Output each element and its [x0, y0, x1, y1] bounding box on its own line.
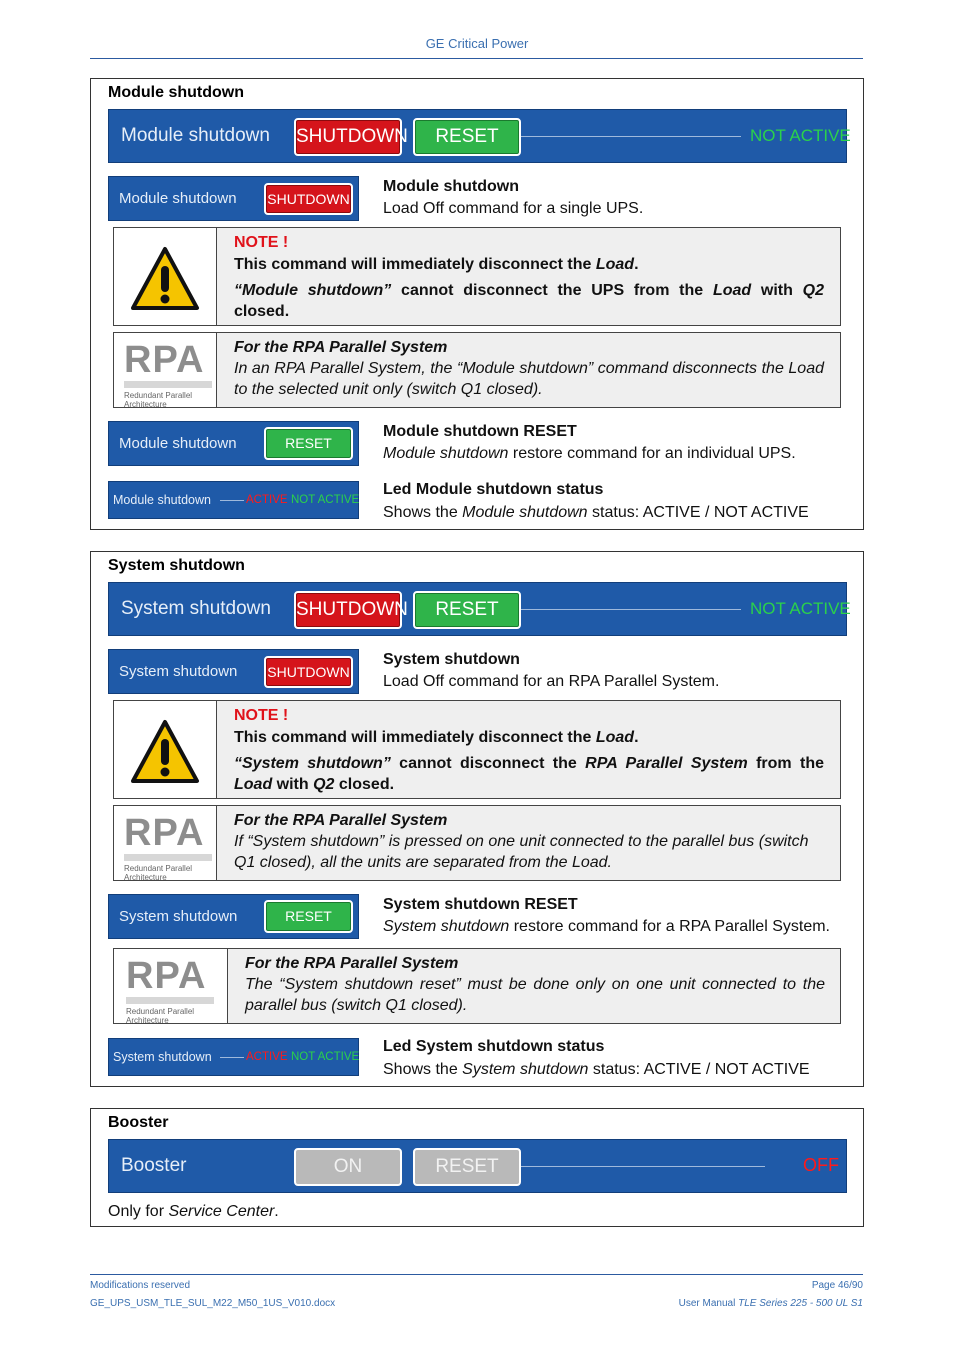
note-heading: NOTE !: [234, 234, 289, 251]
note-text-part: Q2: [313, 776, 335, 793]
panel-label: Booster: [121, 1155, 187, 1176]
note-text-part: Load: [595, 729, 635, 746]
note-heading: NOTE !: [234, 707, 289, 724]
reset-button[interactable]: RESET: [413, 118, 521, 156]
warning-icon-cell: [114, 701, 217, 798]
system-shutdown-led-panel: [108, 1038, 359, 1076]
warning-icon: [130, 246, 200, 312]
status-active-led: ACTIVE: [246, 494, 288, 506]
rpa-logo-subtitle: Redundant Parallel Architecture: [124, 864, 193, 882]
shutdown-button[interactable]: SHUTDOWN: [264, 656, 353, 688]
rpa-logo-bar: [126, 997, 214, 1004]
status-indicator: NOT ACTIVE: [750, 126, 851, 145]
rpa-text: The “System shutdown reset” must be done only on one unit connected to the parallel bus (switch Q1 closed).: [245, 976, 825, 1014]
booster-note-part: .: [274, 1203, 279, 1220]
system-reset-description: [383, 894, 858, 938]
reset-button[interactable]: RESET: [413, 1148, 521, 1186]
module-shutdown-section: [90, 78, 864, 530]
system-shutdown-description: [383, 649, 853, 693]
note-text-part: Load: [234, 776, 273, 793]
warning-icon-cell: [114, 228, 217, 325]
rpa-info-text: [234, 810, 824, 873]
note-text-part: cannot disconnect the UPS from the: [391, 282, 713, 299]
status-connector-line: [521, 609, 741, 610]
footer-left-line-2: GE_UPS_USM_TLE_SUL_M22_M50_1US_V010.docx: [90, 1298, 336, 1309]
rpa-logo-text: RPA: [124, 812, 205, 854]
item-description: Load Off command for an RPA Parallel System.: [383, 673, 720, 690]
booster-section: [90, 1108, 864, 1227]
panel-label: Module shutdown: [121, 125, 270, 146]
item-title: Module shutdown RESET: [383, 423, 577, 440]
rpa-info-box: [113, 332, 841, 408]
reset-button[interactable]: RESET: [264, 427, 353, 460]
module-reset-description: [383, 421, 853, 465]
status-connector-line: [220, 500, 244, 501]
header-title: Critical Power: [448, 36, 529, 51]
page-header: [0, 36, 954, 51]
note-text-part: cannot disconnect the: [390, 755, 586, 772]
module-shutdown-panel: [108, 109, 851, 163]
item-description: Shows the System shutdown status: ACTIVE / NOT ACTIVE: [383, 1061, 810, 1078]
panel-label: System shutdown: [121, 598, 271, 619]
rpa-info-text: [234, 337, 824, 400]
note-line-2: [234, 280, 824, 322]
rpa-heading: For the RPA Parallel System: [234, 812, 448, 829]
rpa-logo-text: RPA: [124, 339, 205, 381]
system-shutdown-reset-panel: [108, 894, 359, 939]
rpa-heading: For the RPA Parallel System: [234, 339, 448, 356]
item-title: Led System shutdown status: [383, 1038, 605, 1055]
system-shutdown-small-panel: [108, 649, 359, 694]
section-title: System shutdown: [108, 557, 245, 574]
booster-note-part: Service Center: [168, 1203, 275, 1220]
note-text-part: .: [634, 729, 639, 746]
note-line-1: [234, 727, 824, 748]
module-shutdown-led-panel: [108, 481, 359, 519]
note-text-part: closed.: [334, 776, 395, 793]
footer-page-number: Page 46/90: [811, 1280, 863, 1291]
note-line-2: [234, 753, 824, 795]
module-shutdown-reset-panel: [108, 421, 359, 466]
rpa-info-box: [113, 805, 841, 881]
rpa-logo-subtitle: Redundant Parallel Architecture: [124, 391, 193, 409]
warning-icon: [130, 719, 200, 785]
module-shutdown-small-panel: [108, 176, 359, 221]
note-text-part: Q2: [802, 282, 824, 299]
note-text-part: .: [634, 256, 639, 273]
on-button[interactable]: ON: [294, 1148, 402, 1186]
rpa-logo-cell: [114, 949, 228, 1023]
item-title: Module shutdown: [383, 178, 519, 195]
shutdown-button[interactable]: SHUTDOWN: [294, 591, 402, 629]
system-led-description: [383, 1036, 853, 1081]
rpa-logo: [124, 341, 216, 409]
booster-note: [108, 1201, 279, 1223]
note-text-part: “System shutdown”: [234, 755, 391, 772]
item-description: Module shutdown restore command for an individual UPS.: [383, 445, 796, 462]
warning-note-box: [113, 227, 841, 326]
note-text-part: This command will immediately disconnect the: [234, 729, 596, 746]
rpa-logo: [124, 814, 216, 882]
status-connector-line: [521, 1166, 765, 1167]
panel-label: System shutdown: [119, 663, 238, 680]
note-text-part: This command will immediately disconnect the: [234, 256, 596, 273]
status-connector-line: [521, 136, 741, 137]
item-description: Load Off command for a single UPS.: [383, 200, 644, 217]
rpa-heading: For the RPA Parallel System: [245, 955, 459, 972]
rpa-logo-subtitle: Redundant Parallel Architecture: [126, 1007, 195, 1025]
rpa-text: If “System shutdown” is pressed on one unit connected to the parallel bus (switch Q1 closed), all the units are separated from the Load.: [234, 833, 809, 871]
note-text-part: Load: [595, 256, 635, 273]
note-text: [234, 232, 824, 322]
footer-document-title: User Manual TLE Series 225 - 500 UL S1: [678, 1298, 863, 1309]
status-not-active-led: NOT ACTIVE: [291, 494, 360, 506]
status-indicator: OFF: [803, 1155, 839, 1175]
note-text-part: with: [272, 776, 314, 793]
item-title: System shutdown RESET: [383, 896, 578, 913]
system-shutdown-section: [90, 551, 864, 1087]
system-shutdown-panel: [108, 582, 851, 636]
footer-divider: [90, 1274, 863, 1275]
module-shutdown-description: [383, 176, 853, 220]
note-line-1: [234, 254, 824, 275]
panel-label: Module shutdown: [113, 493, 211, 507]
status-connector-line: [220, 1057, 244, 1058]
note-text-part: RPA Parallel System: [585, 755, 748, 772]
note-text-part: with: [751, 282, 803, 299]
booster-panel: [108, 1139, 847, 1193]
note-text: [234, 705, 824, 795]
rpa-text: In an RPA Parallel System, the “Module shutdown” command disconnects the Load to the selected unit only (switch Q1 closed).: [234, 360, 824, 398]
rpa-logo-bar: [124, 854, 212, 861]
item-title: System shutdown: [383, 651, 520, 668]
footer-left-line-1: Modifications reserved: [90, 1280, 191, 1291]
section-title: Module shutdown: [108, 84, 244, 101]
note-text-part: “Module shutdown”: [234, 282, 392, 299]
shutdown-button[interactable]: SHUTDOWN: [264, 183, 353, 215]
panel-label: System shutdown: [113, 1050, 212, 1064]
section-title: Booster: [108, 1114, 169, 1131]
status-not-active-led: NOT ACTIVE: [291, 1051, 360, 1063]
reset-button[interactable]: RESET: [413, 591, 521, 629]
item-description: Shows the Module shutdown status: ACTIVE / NOT ACTIVE: [383, 504, 809, 521]
rpa-logo-cell: [114, 333, 217, 407]
panel-label: Module shutdown: [119, 435, 237, 452]
rpa-logo-bar: [124, 381, 212, 388]
status-indicator: NOT ACTIVE: [750, 599, 851, 618]
item-title: Led Module shutdown status: [383, 481, 604, 498]
rpa-info-box: [113, 948, 841, 1024]
note-text-part: closed.: [234, 303, 290, 320]
panel-label: System shutdown: [119, 908, 238, 925]
status-active-led: ACTIVE: [246, 1051, 288, 1063]
rpa-info-text: [245, 953, 825, 1016]
reset-button[interactable]: RESET: [264, 900, 353, 933]
warning-note-box: [113, 700, 841, 799]
rpa-logo-cell: [114, 806, 217, 880]
panel-label: Module shutdown: [119, 190, 237, 207]
note-text-part: Load: [712, 282, 752, 299]
booster-note-part: Only for: [108, 1203, 169, 1220]
header-divider: [90, 58, 863, 59]
brand-name: GE: [425, 36, 445, 51]
shutdown-button[interactable]: SHUTDOWN: [294, 118, 402, 156]
rpa-logo-text: RPA: [126, 955, 207, 997]
rpa-logo: [126, 957, 218, 1025]
module-led-description: [383, 479, 853, 524]
item-description: System shutdown restore command for a RPA Parallel System.: [383, 918, 830, 935]
note-text-part: from the: [747, 755, 825, 772]
